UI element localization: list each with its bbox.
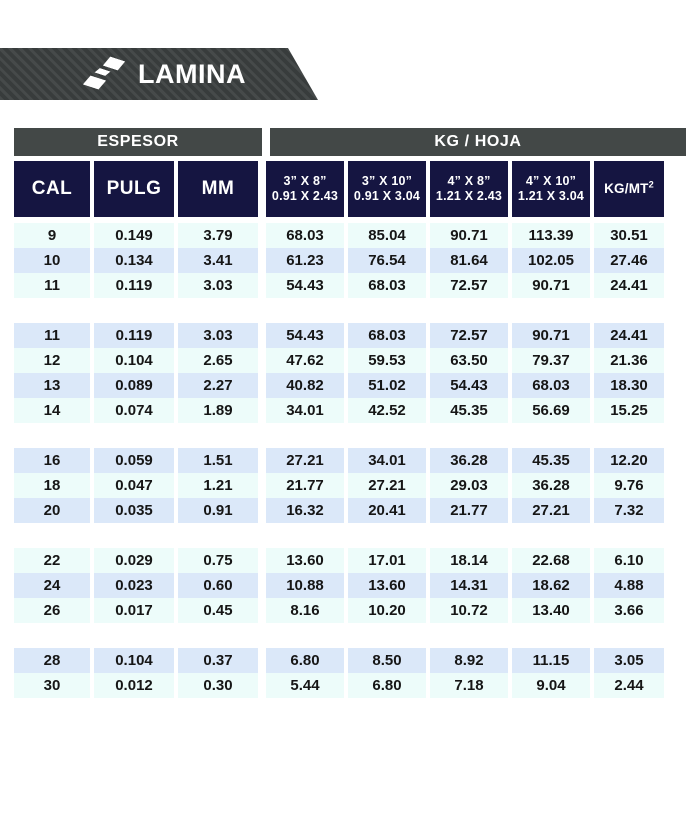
cell-mm: 0.75 bbox=[178, 548, 258, 573]
cell-cal: 13 bbox=[14, 373, 90, 398]
cell-4x8: 90.71 bbox=[430, 223, 508, 248]
cell-kgmt2: 21.36 bbox=[594, 348, 664, 373]
column-header-line2: 0.91 X 2.43 bbox=[271, 189, 339, 203]
row-group-separator bbox=[14, 623, 686, 648]
cell-3x8: 54.43 bbox=[266, 323, 344, 348]
column-spacer bbox=[258, 161, 266, 217]
cell-kgmt2: 7.32 bbox=[594, 498, 664, 523]
cell-3x10: 59.53 bbox=[348, 348, 426, 373]
cell-3x8: 47.62 bbox=[266, 348, 344, 373]
cell-cal: 22 bbox=[14, 548, 90, 573]
cell-4x10: 79.37 bbox=[512, 348, 590, 373]
cell-cal: 24 bbox=[14, 573, 90, 598]
cell-mm: 3.03 bbox=[178, 273, 258, 298]
table-row bbox=[14, 398, 686, 423]
table-group-header-row bbox=[14, 128, 686, 156]
column-header-line2: 1.21 X 3.04 bbox=[517, 189, 585, 203]
cell-4x8: 54.43 bbox=[430, 373, 508, 398]
cell-cal: 11 bbox=[14, 323, 90, 348]
cell-cal: 30 bbox=[14, 673, 90, 698]
cell-3x8: 10.88 bbox=[266, 573, 344, 598]
cell-kgmt2: 12.20 bbox=[594, 448, 664, 473]
cell-mm: 1.51 bbox=[178, 448, 258, 473]
cell-mm: 0.45 bbox=[178, 598, 258, 623]
cell-3x10: 68.03 bbox=[348, 323, 426, 348]
cell-4x8: 81.64 bbox=[430, 248, 508, 273]
group-header-kg-hoja: KG / HOJA bbox=[270, 128, 686, 156]
row-group-separator bbox=[14, 523, 686, 548]
cell-3x8: 21.77 bbox=[266, 473, 344, 498]
cell-pulg: 0.023 bbox=[94, 573, 174, 598]
column-header-4x10 bbox=[512, 161, 590, 217]
table-row bbox=[14, 573, 686, 598]
column-spacer bbox=[258, 498, 266, 523]
cell-kgmt2: 6.10 bbox=[594, 548, 664, 573]
cell-3x10: 68.03 bbox=[348, 273, 426, 298]
cell-3x10: 13.60 bbox=[348, 573, 426, 598]
column-spacer bbox=[258, 448, 266, 473]
column-spacer bbox=[258, 273, 266, 298]
cell-4x8: 14.31 bbox=[430, 573, 508, 598]
cell-pulg: 0.104 bbox=[94, 348, 174, 373]
page-title: LAMINA bbox=[138, 58, 246, 89]
column-spacer bbox=[258, 673, 266, 698]
cell-cal: 26 bbox=[14, 598, 90, 623]
cell-4x10: 45.35 bbox=[512, 448, 590, 473]
cell-pulg: 0.035 bbox=[94, 498, 174, 523]
cell-kgmt2: 24.41 bbox=[594, 323, 664, 348]
column-spacer bbox=[258, 398, 266, 423]
column-spacer bbox=[258, 248, 266, 273]
cell-4x10: 90.71 bbox=[512, 323, 590, 348]
cell-3x8: 68.03 bbox=[266, 223, 344, 248]
column-spacer bbox=[258, 473, 266, 498]
cell-3x10: 20.41 bbox=[348, 498, 426, 523]
cell-kgmt2: 3.05 bbox=[594, 648, 664, 673]
column-header-line1: CAL bbox=[31, 178, 73, 200]
cell-4x10: 102.05 bbox=[512, 248, 590, 273]
cell-3x8: 8.16 bbox=[266, 598, 344, 623]
cell-pulg: 0.047 bbox=[94, 473, 174, 498]
cell-pulg: 0.089 bbox=[94, 373, 174, 398]
column-header-line1: MM bbox=[201, 178, 235, 200]
column-spacer bbox=[258, 223, 266, 248]
row-group-separator bbox=[14, 298, 686, 323]
column-header-3x8 bbox=[266, 161, 344, 217]
column-header-line1: 4” X 8” bbox=[447, 173, 491, 188]
table-row bbox=[14, 598, 686, 623]
cell-4x10: 113.39 bbox=[512, 223, 590, 248]
cell-3x10: 10.20 bbox=[348, 598, 426, 623]
cell-4x8: 10.72 bbox=[430, 598, 508, 623]
cell-pulg: 0.119 bbox=[94, 323, 174, 348]
cell-3x8: 27.21 bbox=[266, 448, 344, 473]
cell-pulg: 0.119 bbox=[94, 273, 174, 298]
cell-pulg: 0.134 bbox=[94, 248, 174, 273]
cell-kgmt2: 3.66 bbox=[594, 598, 664, 623]
banner-content bbox=[84, 48, 246, 100]
cell-4x8: 21.77 bbox=[430, 498, 508, 523]
cell-4x8: 29.03 bbox=[430, 473, 508, 498]
cell-kgmt2: 30.51 bbox=[594, 223, 664, 248]
cell-4x10: 9.04 bbox=[512, 673, 590, 698]
table-row bbox=[14, 673, 686, 698]
cell-pulg: 0.017 bbox=[94, 598, 174, 623]
cell-4x8: 72.57 bbox=[430, 323, 508, 348]
cell-mm: 0.30 bbox=[178, 673, 258, 698]
cell-cal: 11 bbox=[14, 273, 90, 298]
column-spacer bbox=[258, 373, 266, 398]
column-header-4x8 bbox=[430, 161, 508, 217]
cell-mm: 2.27 bbox=[178, 373, 258, 398]
cell-mm: 0.91 bbox=[178, 498, 258, 523]
cell-4x8: 36.28 bbox=[430, 448, 508, 473]
cell-kgmt2: 9.76 bbox=[594, 473, 664, 498]
cell-mm: 3.03 bbox=[178, 323, 258, 348]
cell-4x8: 7.18 bbox=[430, 673, 508, 698]
table-row bbox=[14, 273, 686, 298]
cell-4x10: 18.62 bbox=[512, 573, 590, 598]
column-header-line2: 1.21 X 2.43 bbox=[435, 189, 503, 203]
cell-pulg: 0.012 bbox=[94, 673, 174, 698]
cell-cal: 18 bbox=[14, 473, 90, 498]
cell-3x10: 42.52 bbox=[348, 398, 426, 423]
table-row bbox=[14, 648, 686, 673]
column-header-line1: $KG/MT^2$ bbox=[604, 179, 654, 196]
cell-4x8: 8.92 bbox=[430, 648, 508, 673]
cell-3x10: 34.01 bbox=[348, 448, 426, 473]
column-header-line2: 0.91 X 3.04 bbox=[353, 189, 421, 203]
column-spacer bbox=[258, 648, 266, 673]
cell-cal: 28 bbox=[14, 648, 90, 673]
column-spacer bbox=[258, 598, 266, 623]
column-spacer bbox=[258, 573, 266, 598]
column-header-mm bbox=[178, 161, 258, 217]
cell-kgmt2: 15.25 bbox=[594, 398, 664, 423]
table-row bbox=[14, 248, 686, 273]
cell-4x8: 18.14 bbox=[430, 548, 508, 573]
cell-4x10: 36.28 bbox=[512, 473, 590, 498]
column-header-line1: 3” X 8” bbox=[283, 173, 327, 188]
cell-4x10: 90.71 bbox=[512, 273, 590, 298]
cell-mm: 3.41 bbox=[178, 248, 258, 273]
table-row bbox=[14, 223, 686, 248]
cell-4x10: 27.21 bbox=[512, 498, 590, 523]
cell-kgmt2: 18.30 bbox=[594, 373, 664, 398]
cell-3x10: 6.80 bbox=[348, 673, 426, 698]
table-column-header-row bbox=[14, 161, 686, 217]
cell-4x10: 13.40 bbox=[512, 598, 590, 623]
table-body bbox=[14, 223, 686, 698]
cell-mm: 0.60 bbox=[178, 573, 258, 598]
cell-4x10: 56.69 bbox=[512, 398, 590, 423]
cell-mm: 2.65 bbox=[178, 348, 258, 373]
group-header-espesor: ESPESOR bbox=[14, 128, 262, 156]
cell-3x10: 51.02 bbox=[348, 373, 426, 398]
cell-3x8: 34.01 bbox=[266, 398, 344, 423]
cell-cal: 10 bbox=[14, 248, 90, 273]
table-row bbox=[14, 548, 686, 573]
cell-mm: 3.79 bbox=[178, 223, 258, 248]
cell-3x8: 54.43 bbox=[266, 273, 344, 298]
column-header-line1: PULG bbox=[106, 178, 162, 200]
row-group-separator bbox=[14, 423, 686, 448]
column-header-line1: 3” X 10” bbox=[361, 173, 413, 188]
table-row bbox=[14, 373, 686, 398]
cell-3x10: 17.01 bbox=[348, 548, 426, 573]
cell-cal: 14 bbox=[14, 398, 90, 423]
cell-cal: 20 bbox=[14, 498, 90, 523]
cell-4x10: 68.03 bbox=[512, 373, 590, 398]
table-row bbox=[14, 498, 686, 523]
cell-4x8: 45.35 bbox=[430, 398, 508, 423]
cell-3x8: 6.80 bbox=[266, 648, 344, 673]
cell-kgmt2: 4.88 bbox=[594, 573, 664, 598]
cell-3x8: 13.60 bbox=[266, 548, 344, 573]
cell-4x10: 22.68 bbox=[512, 548, 590, 573]
cell-kgmt2: 24.41 bbox=[594, 273, 664, 298]
cell-pulg: 0.149 bbox=[94, 223, 174, 248]
column-spacer bbox=[258, 323, 266, 348]
cell-cal: 9 bbox=[14, 223, 90, 248]
cell-kgmt2: 2.44 bbox=[594, 673, 664, 698]
table-row bbox=[14, 473, 686, 498]
column-spacer bbox=[258, 348, 266, 373]
cell-4x10: 11.15 bbox=[512, 648, 590, 673]
table-row bbox=[14, 448, 686, 473]
cell-pulg: 0.059 bbox=[94, 448, 174, 473]
cell-mm: 0.37 bbox=[178, 648, 258, 673]
page-banner bbox=[0, 48, 320, 100]
cell-pulg: 0.104 bbox=[94, 648, 174, 673]
column-header-pulg bbox=[94, 161, 174, 217]
cell-3x8: 16.32 bbox=[266, 498, 344, 523]
column-header-cal bbox=[14, 161, 90, 217]
cell-mm: 1.89 bbox=[178, 398, 258, 423]
lamina-specification-table bbox=[14, 128, 686, 698]
column-header-3x10 bbox=[348, 161, 426, 217]
column-header-line1: 4” X 10” bbox=[525, 173, 577, 188]
cell-mm: 1.21 bbox=[178, 473, 258, 498]
cell-cal: 12 bbox=[14, 348, 90, 373]
column-spacer bbox=[258, 548, 266, 573]
stacked-sheets-icon bbox=[84, 57, 126, 91]
cell-3x8: 40.82 bbox=[266, 373, 344, 398]
cell-kgmt2: 27.46 bbox=[594, 248, 664, 273]
cell-3x10: 76.54 bbox=[348, 248, 426, 273]
cell-3x10: 27.21 bbox=[348, 473, 426, 498]
cell-pulg: 0.074 bbox=[94, 398, 174, 423]
cell-3x8: 5.44 bbox=[266, 673, 344, 698]
cell-cal: 16 bbox=[14, 448, 90, 473]
cell-4x8: 63.50 bbox=[430, 348, 508, 373]
cell-4x8: 72.57 bbox=[430, 273, 508, 298]
table-row bbox=[14, 323, 686, 348]
cell-3x10: 85.04 bbox=[348, 223, 426, 248]
cell-3x10: 8.50 bbox=[348, 648, 426, 673]
cell-pulg: 0.029 bbox=[94, 548, 174, 573]
cell-3x8: 61.23 bbox=[266, 248, 344, 273]
group-header-spacer bbox=[262, 128, 270, 156]
column-header-kgmt2 bbox=[594, 161, 664, 217]
table-row bbox=[14, 348, 686, 373]
